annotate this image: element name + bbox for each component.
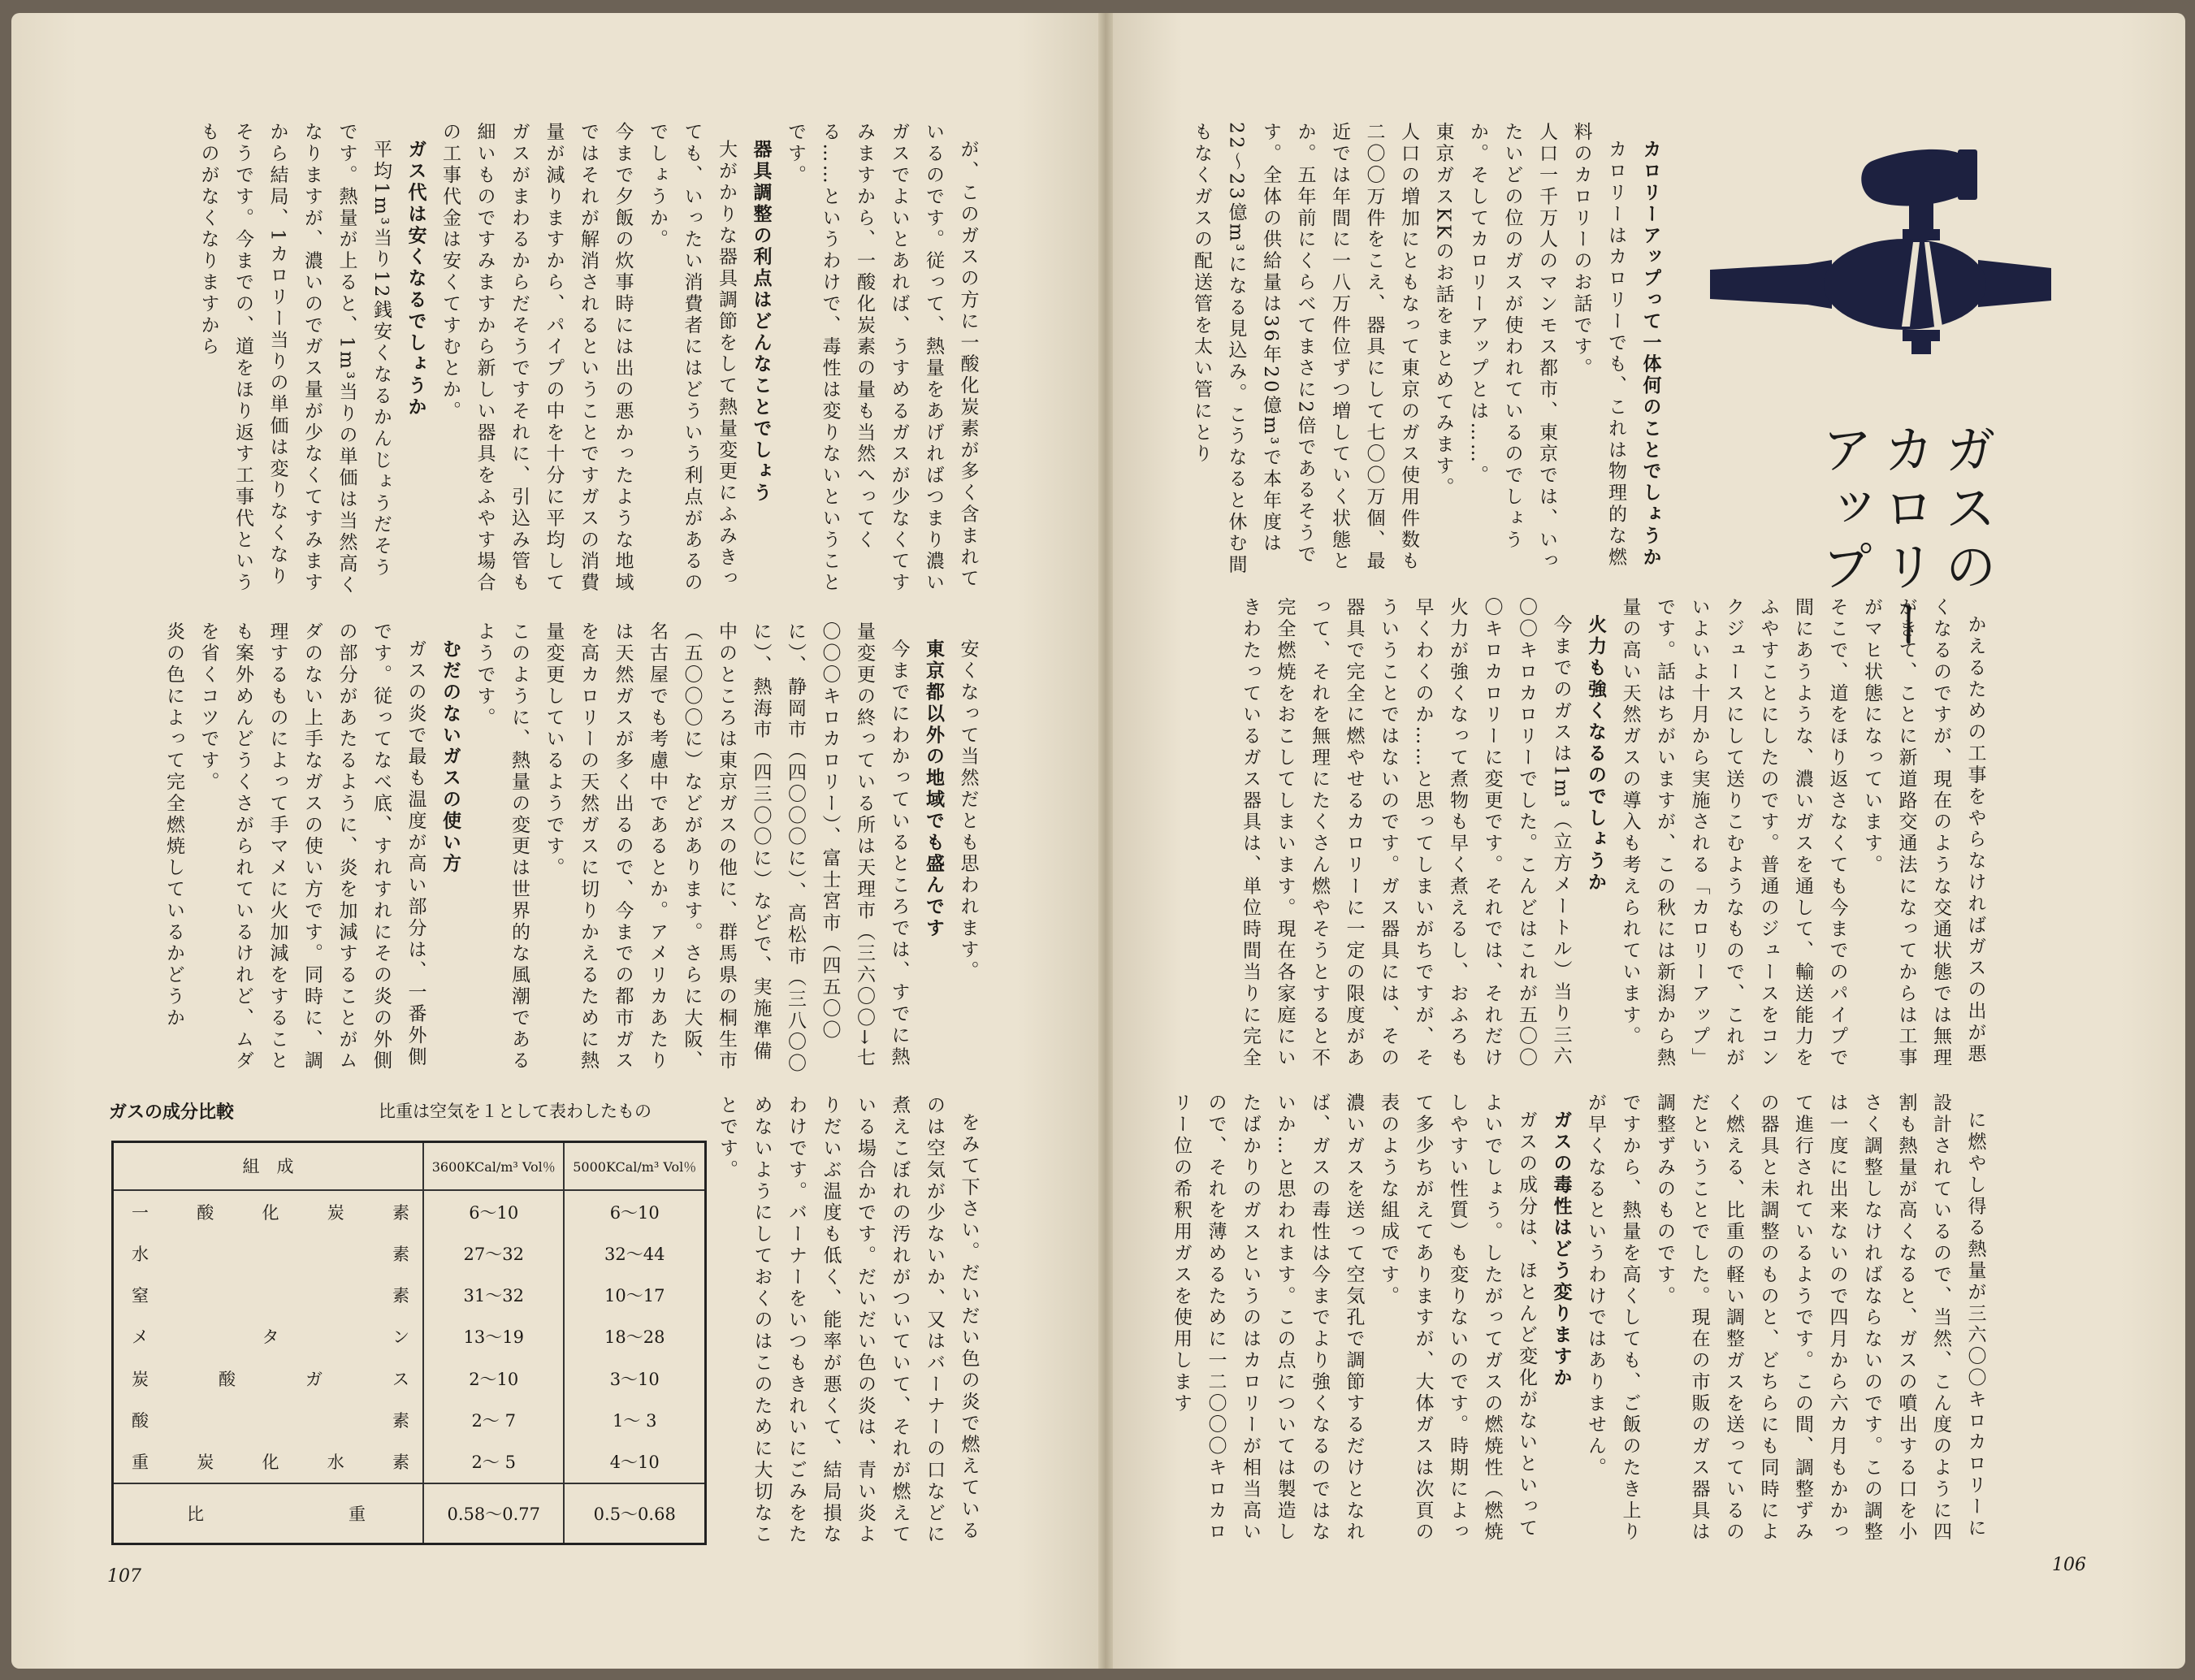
table-row	[113, 1399, 706, 1440]
table-cell-3600: 2〜 7	[423, 1399, 564, 1440]
table-cell-component: 酸素	[113, 1399, 424, 1440]
heading-dokusei: ガスの毒性はどう変りますか	[1550, 1110, 1572, 1389]
table-cell-3600: 2〜10	[423, 1357, 564, 1399]
table-cell-5000: 1〜 3	[564, 1399, 705, 1440]
left-m-p3: ガスの炎で最も温度が高い部分は、一番外側です。従ってなべ底、すれすれにその炎の外側の部分があたるように、炎を加減することがムダのない上手なガスの使い方です。同時に、調理するものによって手マメに火加減をすることも案外めんどうくさがられているけれど、ムダを省くコツです。 炎の色によって完全燃焼しているかどうか	[163, 621, 426, 1072]
heading-mudanonai: むだのないガスの使い方	[439, 639, 461, 875]
left-u-p2: 大がかりな器具調節をして熱量変更にふみきっても、いったい消費者にはどういう利点があるのでしょうか。 今まで夕飯の炊事時には出の悪かったような地域ではそれが解消されるということですガスの消費量が減りますから、パイプの中を十分に平均してガスがまわるからだそうですそれに、引込み管も細いものですみますから新しい器具をふやす場合の工事代金は安くてすむとか。	[439, 122, 737, 594]
table-cell-component: 窒素	[113, 1274, 424, 1315]
table-row	[113, 1357, 706, 1399]
table-header-5000: 5000KCal/m³ Vol％	[564, 1142, 705, 1190]
table-cell-5000: 18〜28	[564, 1316, 705, 1357]
page-number-left: 107	[107, 1566, 141, 1587]
table-cell-component: メタン	[113, 1316, 424, 1357]
table-cell-3600: 27〜32	[423, 1232, 564, 1274]
table-row	[113, 1440, 706, 1483]
table-cell-component: 比重	[113, 1483, 424, 1544]
table-footer-row	[113, 1483, 706, 1544]
right-m-p1: かえるための工事をやらなければガスの出が悪くなるのですが、現在のような交通状態では無理がきて、ことに新道路交通法になってからは工事がマヒ状態になっています。 そこで、道をほり返さなくても今までのパイプで間にあうような、濃いガスを通して、輸送能力をふやすことにしたのです。普通のジュースをコンクジュースにして送りこむようなもので、これがいよいよ十月から実施される「カロリーアップ」です。話はちがいますが、この秋には新潟から熱量の高い天然ガスの導入も考えられています。	[1619, 597, 1986, 1069]
left-upper-text	[122, 122, 1020, 600]
table-cell-3600: 2〜 5	[423, 1440, 564, 1483]
table-note: 比重は空気を１として表わしたもの	[379, 1102, 652, 1121]
table-row	[113, 1232, 706, 1274]
table-cell-5000: 3〜10	[564, 1357, 705, 1399]
table-cell-5000: 10〜17	[564, 1274, 705, 1315]
table-cell-5000: 6〜10	[564, 1190, 705, 1232]
heading-tokyo-igai: 東京都以外の地域でも盛んです	[923, 639, 944, 940]
table-cell-3600: 6〜10	[423, 1190, 564, 1232]
table-cell-component: 一酸化炭素	[113, 1190, 424, 1232]
table-row	[113, 1190, 706, 1232]
right-m-p2: 今までのガスは1m³（立方メートル）当り三六〇〇キロカロリーでした。こんどはこれが五〇〇〇キロカロリーに変更です。それでは、それだけ火力が強くなって煮物も早く煮えるし、おふろも早くわくのか……と思ってしまいがちですが、そういうことではないのです。ガス器具には、その器具で完全に燃やせるカロリーに一定の限度があって、それを無理にたくさん燃やそうとすると不完全燃焼をおこしてしまいます。現在各家庭にいきわたっているガス器具は、単位時間当りに完全	[1240, 597, 1572, 1069]
heading-calorie-up: カロリーアップって一体何のことでしょうか	[1639, 139, 1661, 569]
heading-gasudai: ガス代は安くなるでしょうか	[405, 139, 426, 418]
left-u-p1: が、このガスの方に一酸化炭素が多く含まれているのです。従って、熱量をあげればつまり濃いガスでよいとあれば、うすめるガスが少なくてすみますから、一酸化炭素の量も当然へってくる……というわけで、毒性は変りないということです。	[785, 122, 979, 594]
heading-kigu-chosei: 器具調整の利点はどんなことでしょう	[750, 139, 772, 504]
table-row	[113, 1316, 706, 1357]
article-title: ガスの カロリー アップ	[1812, 422, 1996, 656]
table-cell-3600: 13〜19	[423, 1316, 564, 1357]
right-middle-text	[1158, 597, 2027, 1076]
left-u-p3: 平均1m³当り12銭安くなるかんじょうだそうです。熱量が上ると、1m³当りの単価は当然高くなりますが、濃いのでガス量が少なくてすみますから結局、1カロリー当りの単価は変りなくなりそうです。今までの、道をほり返す工事代というものがなくなりますから	[197, 122, 392, 596]
table-cell-5000: 0.5〜0.68	[564, 1483, 705, 1544]
left-middle-text	[122, 621, 1020, 1080]
table-cell-component: 重炭化水素	[113, 1440, 424, 1483]
left-m-p2: 今までにわかっているところでは、すでに熱量変更の終っている所は天理市（三六〇〇→七〇〇〇キロカロリー）、富士宮市（四五〇〇に）、静岡市（四〇〇〇に）、高松市（三八〇〇に）、熱海市（四三〇〇に）などで、実施準備中のところは東京ガスの他に、群馬県の桐生市（五〇〇〇に）などがあります。さらに大阪、名古屋でも考慮中であるとか。アメリカあたりは天然ガスが多く出るので、今までの都市ガスを高カロリーの天然ガスに切りかえるために熱量変更しているようです。 このように、熱量の変更は世界的な風潮であるようです。	[474, 621, 910, 1075]
table-header-composition: 組 成	[113, 1142, 424, 1190]
table-title: ガスの成分比較	[109, 1102, 235, 1123]
table-row	[113, 1274, 706, 1315]
table-cell-5000: 4〜10	[564, 1440, 705, 1483]
heading-karyoku: 火力も強くなるのでしょうか	[1585, 614, 1606, 894]
right-u-p1: カロリーはカロリーでも、これは物理的な燃料のカロリーのお話です。 人口一千万人のマンモス都市、東京では、いったいどの位のガスが使われているのでしょうか。そしてカロリーアップとは……。 東京ガスKKのお話をまとめてみます。 人口の増加にともなって東京のガス使用件数も二〇〇万件をこえ、器具にして七〇〇万個、最近では年間に一八万件位ずつ増していく状態とか。五年前にくらべてまさに2倍であるそうです。全体の供給量は36年20億m³で本年度は22〜23億m³になる見込み。こうなると休む間もなくガスの配送管を太い管にとり	[1191, 122, 1626, 576]
table-cell-5000: 32〜44	[564, 1232, 705, 1274]
table-cell-component: 炭酸ガス	[113, 1357, 424, 1399]
table-cell-3600: 0.58〜0.77	[423, 1483, 564, 1544]
table-cell-3600: 31〜32	[423, 1274, 564, 1315]
right-lower-text	[1158, 1093, 2027, 1548]
right-l-p1: に燃やし得る熱量が三六〇〇キロカロリーに設計されているので、当然、こん度のように四割も熱量が高くなると、ガスの噴出する口を小さく調整しなければならないのです。この調整は一度に出来ないので四月から六カ月もかかって進行されているようです。この間、調整ずみの器具と未調整のものと、どちらにも同時によく燃える、比重の軽い調整ガスを送っているのだということでした。現在の市販のガス器具は調整ずみのものです。 ですから、熱量を高くしても、ご飯のたき上りが早くなるというわけではありません。	[1585, 1093, 1986, 1544]
gas-composition-table	[111, 1141, 707, 1545]
left-l-p1: をみて下さい。だいだい色の炎で燃えているのは空気が少ないか、又はバーナーの口などに煮えこぼれの汚れがついていて、それが燃えている場合かです。だいだい色の炎は、青い炎よりだいぶ温度も低く、能率が悪くて、結局損なわけです。バーナーをいつもきれいにごみをためないようにしておくのはこのために大切なことです。	[717, 1095, 980, 1546]
left-m-p1: 安くなって当然だとも思われます。	[957, 639, 979, 982]
page-number-right: 106	[2052, 1555, 2086, 1575]
gas-faucet-icon	[1710, 138, 2059, 398]
right-l-p2: ガスの成分は、ほとんど変化がないといってよいでしょう。したがってガスの燃焼性（燃焼しやすい性質）も変りないのです。時期によって多少ちがえてありますが、大体ガスは次頁の表のような組成です。 濃いガスを送って空気孔で調節するだけとなれば、ガスの毒性は今までより強くなるのではないか…と思われます。この点については製造したばかりのガスというのはカロリーが相当高いので、それを薄めるために一二〇〇〇キロカロリー位の希釈用ガスを使用します	[1171, 1093, 1537, 1544]
table-header-3600: 3600KCal/m³ Vol％	[423, 1142, 564, 1190]
right-upper-text	[1158, 122, 1702, 577]
book-gutter	[1098, 13, 1113, 1669]
left-lower-text	[717, 1095, 1020, 1550]
table-cell-component: 水素	[113, 1232, 424, 1274]
